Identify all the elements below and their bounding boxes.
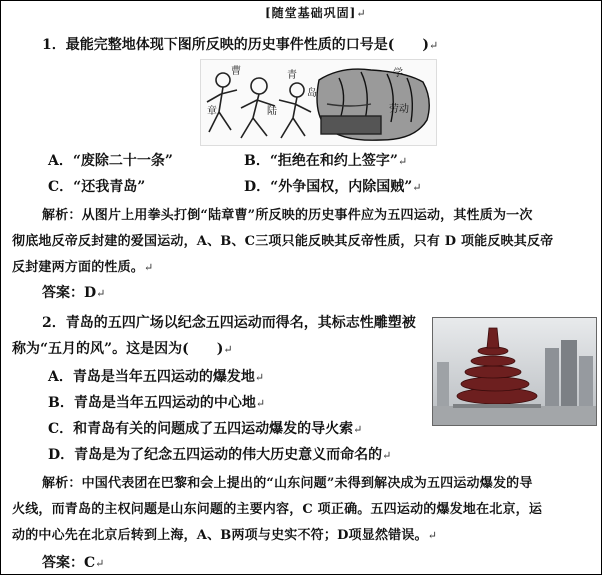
q2-answer: 答案：C↵: [42, 555, 105, 571]
may-wind-sculpture-illustration: [433, 318, 596, 425]
fist-cartoon-illustration: [201, 60, 436, 145]
q1-option-c: C．“还我青岛”: [48, 179, 146, 195]
q2-analysis-line-3: 动的中心先在北京后转到上海，A、B两项与史实不符；D项显然错误。↵: [12, 528, 438, 543]
q2-option-b: B．青岛是当年五四运动的中心地↵: [48, 395, 266, 411]
q1-stem: 1．最能完整地体现下图所反映的历史事件性质的口号是( )↵: [42, 37, 439, 53]
cartoon-label-laodong: 劳动: [389, 104, 409, 115]
cartoon-image: [200, 59, 437, 146]
cartoon-label-dao: 岛: [307, 88, 317, 99]
q1-option-a: A．“废除二十一条”: [48, 153, 173, 169]
cartoon-label-lu: 陆: [267, 106, 277, 117]
cartoon-label-qing: 青: [287, 70, 297, 81]
q1-option-b: B．“拒绝在和约上签字”↵: [244, 153, 408, 169]
sculpture-photo: [432, 317, 597, 426]
q2-stem-line-1: 2．青岛的五四广场以纪念五四运动而得名，其标志性雕塑被: [42, 315, 416, 331]
q2-analysis-line-2: 火线，而青岛的主权问题是山东问题的主要内容，C 项正确。五四运动的爆发地在北京，运: [12, 502, 543, 517]
section-title: [随堂基础巩固]↵: [265, 6, 367, 20]
q1-analysis-line-1: 解析：从图片上用拳头打倒“陆章曹”所反映的历史事件应为五四运动，其性质为一次: [42, 208, 533, 223]
q2-option-c: C．和青岛有关的问题成了五四运动爆发的导火索↵: [48, 421, 363, 437]
cartoon-label-zhang: 章: [207, 106, 217, 117]
q2-option-a: A．青岛是当年五四运动的爆发地↵: [48, 369, 265, 385]
cartoon-label-xue: 学: [393, 68, 403, 79]
q2-analysis-line-1: 解析：中国代表团在巴黎和会上提出的“山东问题”未得到解决成为五四运动爆发的导: [42, 476, 533, 491]
q2-stem-line-2: 称为“五月的风”。这是因为( )↵: [12, 341, 233, 357]
q2-option-d: D．青岛是为了纪念五四运动的伟大历史意义而命名的↵: [48, 447, 392, 463]
q1-analysis-line-3: 反封建两方面的性质。↵: [12, 260, 154, 275]
cartoon-label-cao: 曹: [231, 66, 241, 77]
q1-analysis-line-2: 彻底地反帝反封建的爱国运动，A、B、C三项只能反映其反帝性质，只有 D 项能反映其反帝: [12, 234, 554, 249]
q1-option-d: D．“外争国权，内除国贼”↵: [244, 179, 422, 195]
q1-answer: 答案：D↵: [42, 285, 106, 301]
